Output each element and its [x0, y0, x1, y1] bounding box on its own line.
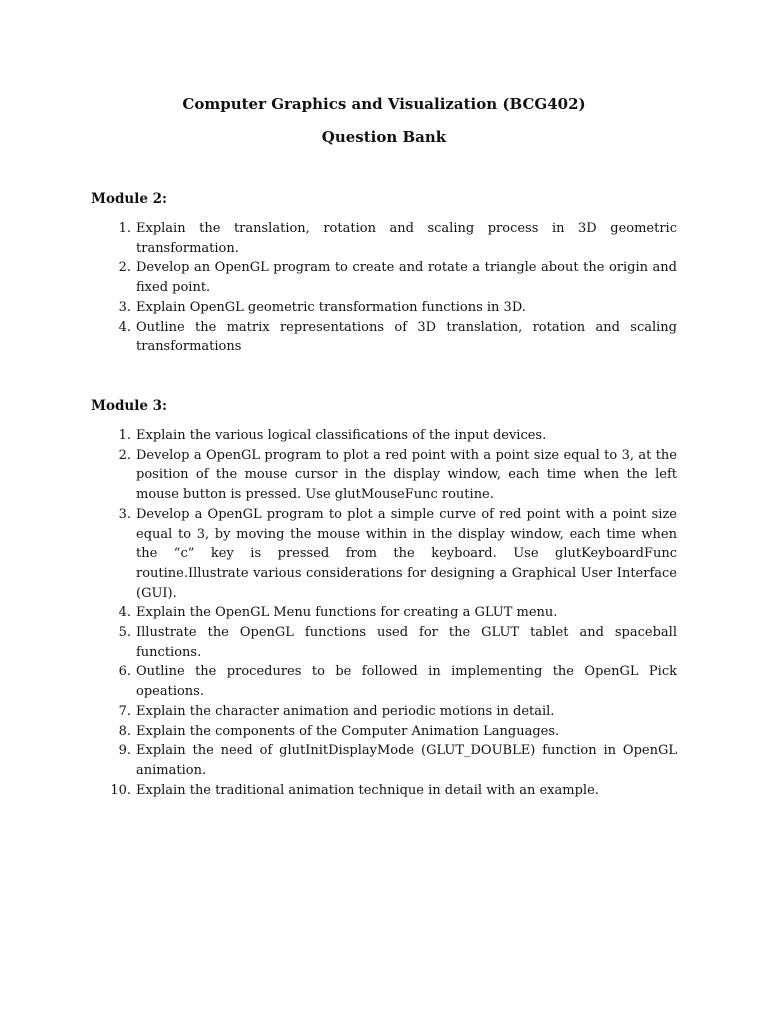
question-text: Develop a OpenGL program to plot a simple curve of red point with a point size equal to 3, by moving the mouse within in the display window, each time when the “c” key is pressed from the keyboard. Use glutKeyboardFunc routine.Illustrate various considerations for designing a Graphical User Interface (GUI). [136, 506, 677, 601]
question-text: Explain the character animation and periodic motions in detail. [136, 703, 555, 719]
question-number: 8. [118, 723, 131, 739]
question-text: Explain the various logical classifications of the input devices. [136, 428, 547, 443]
question-item [118, 741, 677, 780]
question-text: Develop a OpenGL program to plot a red point with a point size equal to 3, at the position of the mouse cursor in the display window, each time when the left mouse button is pressed. Use glutMouseFunc routine. [136, 447, 677, 503]
question-item [110, 781, 677, 801]
question-item [118, 258, 677, 297]
module-3-heading: Module 3: [91, 398, 167, 414]
question-number: 1. [118, 221, 131, 236]
question-text: Explain the translation, rotation and scaling process in 3D geometric transformation. [136, 221, 677, 256]
question-text: Develop an OpenGL program to create and rotate a triangle about the origin and fixed point. [136, 260, 677, 296]
question-text: Outline the procedures to be followed in implementing the OpenGL Pick opeations. [136, 664, 677, 700]
question-number: 3. [118, 506, 131, 522]
question-item [118, 662, 677, 701]
question-item [118, 505, 677, 604]
question-item [118, 603, 677, 623]
question-item [118, 318, 677, 357]
question-item [118, 722, 677, 742]
question-item [118, 426, 677, 446]
document-title: Computer Graphics and Visualization (BCG402) [182, 95, 586, 113]
question-text: Explain the traditional animation technique in detail with an example. [136, 782, 599, 798]
question-number: 10. [110, 782, 131, 798]
question-item [118, 219, 677, 258]
question-item [118, 702, 677, 722]
question-text: Explain the OpenGL Menu functions for creating a GLUT menu. [136, 605, 558, 621]
module-2-question-list [118, 219, 677, 357]
question-number: 2. [118, 447, 131, 463]
question-text: Explain the components of the Computer Animation Languages. [136, 723, 560, 739]
question-item [118, 623, 677, 662]
question-number: 3. [118, 299, 131, 315]
question-number: 4. [118, 605, 131, 621]
question-number: 5. [118, 625, 131, 641]
question-number: 6. [118, 664, 131, 680]
document-subtitle: Question Bank [321, 128, 447, 146]
question-number: 2. [118, 260, 131, 276]
question-number: 4. [118, 319, 131, 335]
question-text: Outline the matrix representations of 3D translation, rotation and scaling transformations [136, 319, 677, 355]
question-number: 7. [118, 703, 131, 719]
question-text: Explain OpenGL geometric transformation functions in 3D. [136, 299, 526, 315]
question-item [118, 446, 677, 505]
question-text: Explain the need of glutInitDisplayMode (GLUT_DOUBLE) function in OpenGL animation. [136, 743, 677, 778]
question-number: 1. [118, 428, 131, 443]
question-number: 9. [118, 743, 131, 759]
module-3-question-list [110, 426, 677, 800]
module-2-heading: Module 2: [91, 191, 167, 207]
question-text: Illustrate the OpenGL functions used for the GLUT tablet and spaceball functions. [136, 625, 677, 660]
question-item [118, 298, 677, 318]
